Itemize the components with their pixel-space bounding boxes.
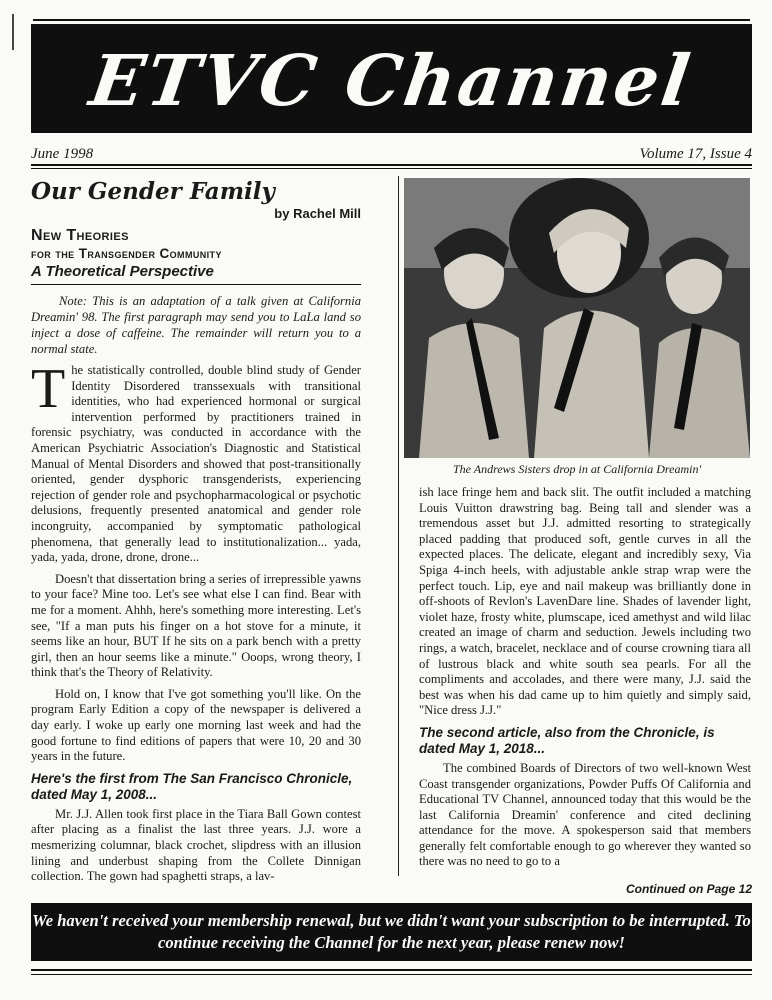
photo-caption: The Andrews Sisters drop in at California Dreamin' [452,462,702,476]
section-title: Our Gender Family [31,178,275,205]
masthead [31,24,752,133]
top-rule [31,168,752,169]
scan-mark [12,14,14,50]
continued-note: Continued on Page 12 [625,882,752,896]
column-divider [398,176,399,876]
paragraph-3: Hold on, I know that I've got something you'll like. On the program Early Edition a copy of the newspaper is delivered a day early. I woke up early one morning last week and had the good fortune to find editions of papers that were 10, 20 and 30 years in the future. [31,686,361,764]
paragraph-1 [31,358,361,566]
bottom-rule-thin [31,974,752,975]
byline: by Rachel Mill [274,206,361,221]
drop-cap: T [31,358,66,420]
photo-illustration [404,178,750,458]
paragraph-2: Doesn't that dissertation bring a series of irrepressible yawns to your face? Mine too. Let's see what else I can find. Bear with me for a moment. Ahhh, here's something more interesting. Let's see, "If a man puts his finger on a hot stove for a minute, it seems like an hour, BUT If he sits on a park bench with a pretty girl, then an hour seems like a minute." Ooops, wrong theory, I think that's the Theory of Relativity. [31,571,361,680]
renewal-banner [31,903,752,961]
right-column [419,485,751,876]
issue-volume: Volume 17, Issue 4 [639,146,752,162]
renewal-banner-text: We haven't received your membership renewal, but we didn't want your subscription to be interrupted. To continue receiving the Channel for the next year, please renew now! [32,911,751,952]
bottom-rule [31,969,752,971]
issue-date: June 1998 [31,146,94,162]
subhead-second-article: The second article, also from the Chronicle, is dated May 1, 2018... [419,724,715,756]
paragraph-1-text: he statistically controlled, double blind study of Gender Identity Disordered transsexuals with transitional identities, who had experienced hormonal or surgical intervention performed by practitioners trained in forensic psychiatry, was conducted in accordance with the American Psychiatric Association's Diagnostic and Statistical Manual of Mental Disorders and showed that post-transitionally oriented, gender dysphoric transgenderists, experiencing rejection of gender role and psychopharmacological or psychotic delusions, frequently presented anatomical and gender role incongruity, accompanied by symptomatic pathological phenomena, that generally lead to institutionalization... yada, yada, yada, drone, drone, drone... [31,363,361,565]
paragraph-4: Mr. J.J. Allen took first place in the Tiara Ball Gown contest after placing as a finalist the last three years. J.J. wore a mesmerizing columnar, black crochet, slipdress with an illusion lining and underbust shaping from the Collete Dinnigan collection. The gown had spaghetti straps, a lav- [31,806,361,884]
left-column [31,178,361,891]
paragraph-5: ish lace fringe hem and back slit. The outfit included a matching Louis Vuitton drawstring bag. Being tall and slender was a tremendous asset but J.J. admitted resorting to strategically placed padding that produced soft, gentle curves in all the expected places. The delicate, elegant and incredibly sexy, Via Spiga 4-inch heels, with adjustable ankle strap wrap were the perfect touch. Lip, eye and nail makeup was brilliantly done in off-shoots of Revlon's LavenDare line. Shades of lavender light, violet haze, frosty white, plumscape, iced amethyst and wild lilac created an image of charm and seduction. Jewels including two rings, a watch, bracelet, necklace and of course crowning tiara all of lustrous black and white south sea pearls. For all the compliments and accolades, and there were many, J.J. said the best was when his dad came up to him quietly and simply said, "Nice dress J.J." [419,485,751,718]
editor-note: Note: This is an adaptation of a talk given at California Dreamin' 98. The first paragraph may send you to LaLa land so inject a dose of caffeine. The remainder will return you to a normal state. [31,294,361,356]
photo-andrews-sisters [404,178,750,458]
masthead-title: ETVC Channel [85,38,698,122]
headline-subtitle: A Theoretical Perspective [31,263,361,285]
subhead-first-article: Here's the first from The San Francisco Chronicle, dated May 1, 2008... [31,770,353,802]
headline-line2: for the Transgender Community [31,246,222,261]
paragraph-6: The combined Boards of Directors of two well-known West Coast transgender organizations, Powder Puffs Of California and Educational TV Channel, announced today that this would be the last California Dreamin' conference and cited declining attendance for the move. A spokesperson said that members generally felt comfortable enough to go wherever they wanted so there was no need to go to a [419,760,751,869]
dateline [31,146,752,166]
headline-line1: New Theories [31,227,129,244]
